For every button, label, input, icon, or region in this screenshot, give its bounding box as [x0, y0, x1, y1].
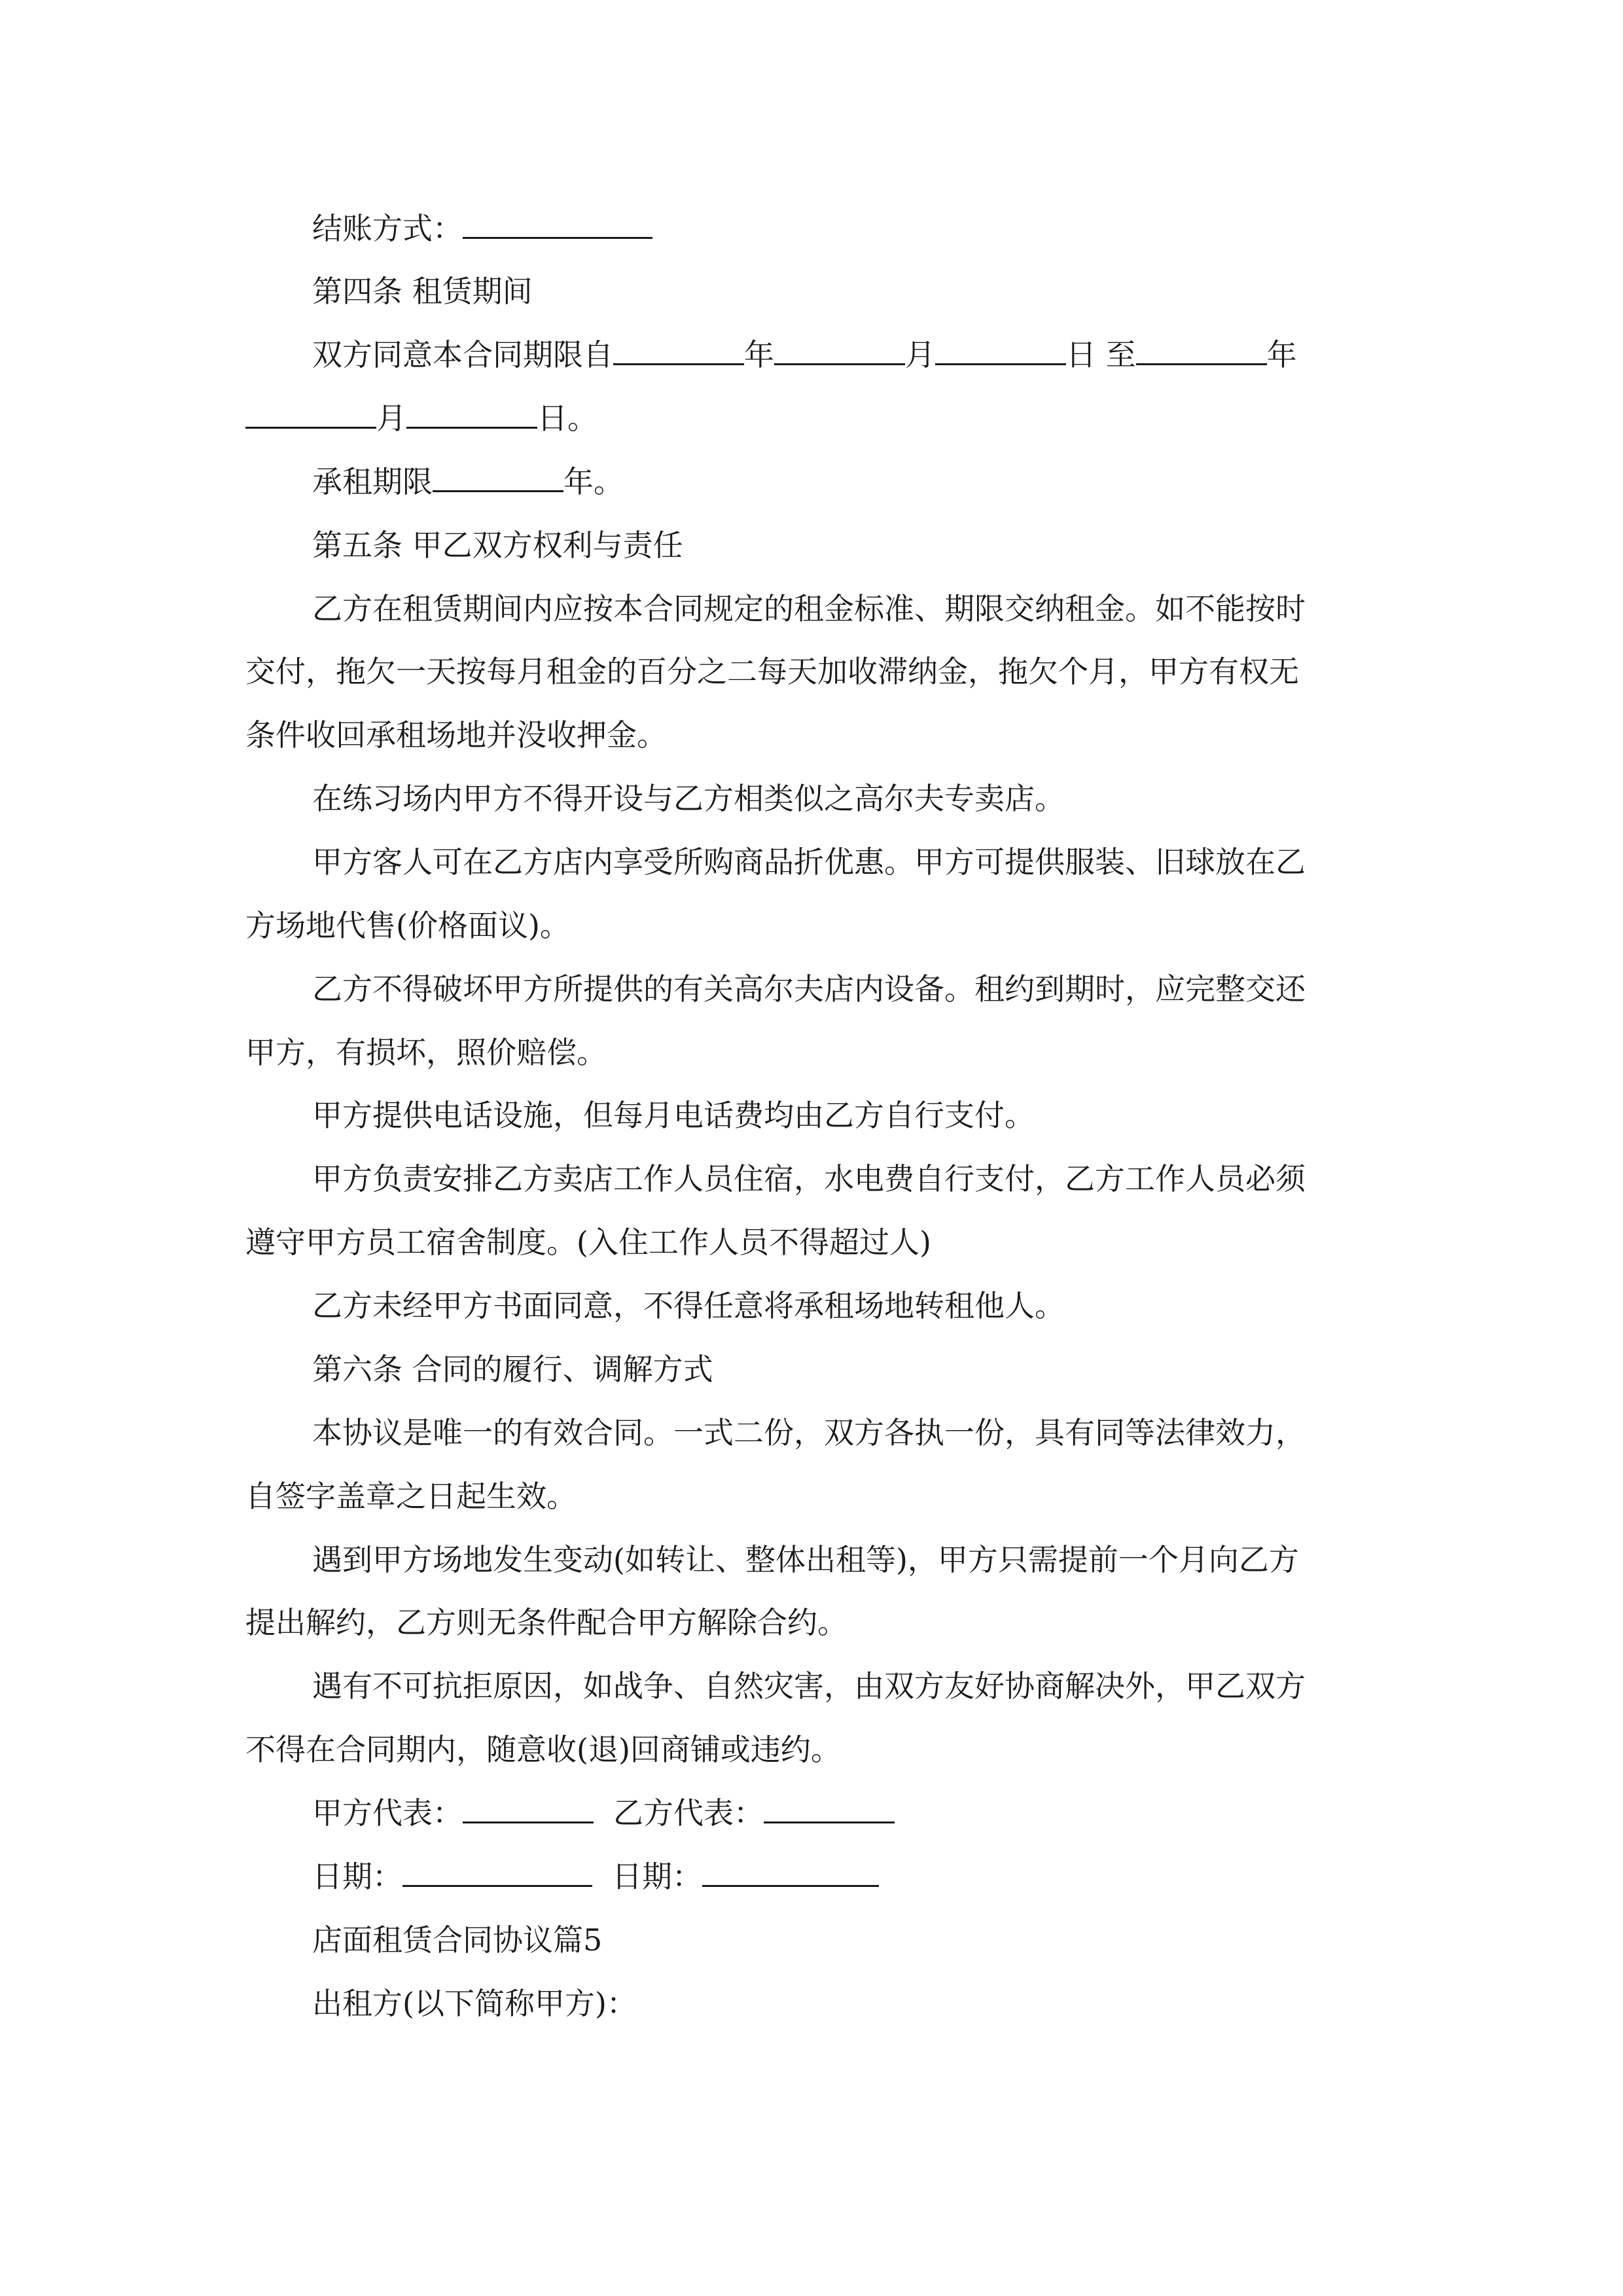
lease-period-line: [312, 337, 1297, 373]
paragraph-line: 本协议是唯一的有效合同。一式二份，双方各执一份，具有同等法律效力，: [312, 1415, 1306, 1450]
settlement-method-blank: [463, 211, 652, 239]
section-title: 店面租赁合同协议篇5: [312, 1922, 603, 1958]
paragraph-line: 甲方提供电话设施，但每月电话费均由乙方自行支付。: [312, 1098, 1035, 1133]
date-a-blank: [402, 1859, 592, 1887]
lessor-line: 出租方(以下简称甲方)：: [312, 1986, 637, 2021]
dates-line: [312, 1859, 879, 1895]
party-b-rep-blank: [764, 1795, 895, 1823]
paragraph-line: 甲方负责安排乙方卖店工作人员住宿，水电费自行支付，乙方工作人员必须: [312, 1161, 1306, 1196]
lease-period-text: 双方同意本合同期限自: [312, 337, 613, 372]
end-year-label: 年: [1266, 337, 1297, 372]
lease-period-line-2: [245, 401, 597, 437]
paragraph-line: 方场地代售(价格面议)。: [245, 908, 570, 943]
paragraph-line: 甲方客人可在乙方店内享受所购商品折优惠。甲方可提供服装、旧球放在乙: [312, 844, 1306, 880]
paragraph-line: 不得在合同期内，随意收(退)回商铺或违约。: [245, 1732, 841, 1767]
start-year-blank: [613, 337, 744, 365]
end-month-blank: [245, 401, 376, 429]
paragraph-line: 遇有不可抗拒原因，如战争、自然灾害，由双方友好协商解决外，甲乙双方: [312, 1668, 1306, 1704]
end-year-blank: [1136, 337, 1267, 365]
month-label: 月: [905, 337, 935, 372]
paragraph-line: 自签字盖章之日起生效。: [245, 1479, 577, 1514]
end-day-blank: [406, 401, 537, 429]
paragraph-line: 遵守甲方员工宿舍制度。(入住工作人员不得超过人): [245, 1225, 931, 1260]
party-b-rep-label: 乙方代表：: [613, 1795, 764, 1831]
year-label: 年: [744, 337, 774, 372]
article-4-heading: 第四条 租赁期间: [312, 274, 533, 309]
party-a-rep-label: 甲方代表：: [312, 1795, 463, 1831]
date-b-blank: [702, 1859, 879, 1887]
paragraph-line: 遇到甲方场地发生变动(如转让、整体出租等)，甲方只需提前一个月向乙方: [312, 1542, 1299, 1577]
paragraph-line: 提出解约，乙方则无条件配合甲方解除合约。: [245, 1605, 847, 1640]
representatives-line: [312, 1795, 895, 1831]
settlement-method-line: [312, 211, 652, 247]
article-5-heading: 第五条 甲乙双方权利与责任: [312, 528, 683, 563]
paragraph-line: 乙方在租赁期间内应按本合同规定的租金标准、期限交纳租金。如不能按时: [312, 591, 1306, 626]
end-month-label: 月: [376, 401, 406, 436]
date-b-label: 日期：: [612, 1859, 702, 1894]
lease-term-year: 年。: [563, 464, 624, 499]
paragraph-line: 条件收回承租场地并没收押金。: [245, 717, 667, 753]
end-day-label: 日。: [537, 401, 597, 436]
paragraph-line: 甲方，有损坏，照价赔偿。: [245, 1035, 607, 1070]
article-6-heading: 第六条 合同的履行、调解方式: [312, 1352, 713, 1387]
start-month-blank: [774, 337, 905, 365]
paragraph-line: 乙方未经甲方书面同意，不得任意将承租场地转租他人。: [312, 1288, 1065, 1323]
settlement-method-label: 结账方式：: [312, 211, 463, 246]
party-a-rep-blank: [463, 1795, 594, 1823]
date-a-label: 日期：: [312, 1859, 402, 1894]
lease-term-label: 承租期限: [312, 464, 433, 499]
day-to-label: 日 至: [1066, 337, 1136, 372]
paragraph-line: 乙方不得破坏甲方所提供的有关高尔夫店内设备。租约到期时，应完整交还: [312, 971, 1306, 1007]
lease-term-blank: [433, 464, 563, 492]
paragraph-line: 交付，拖欠一天按每月租金的百分之二每天加收滞纳金，拖欠个月，甲方有权无: [245, 654, 1299, 689]
lease-term-line: [312, 464, 624, 500]
start-day-blank: [935, 337, 1066, 365]
paragraph-line: 在练习场内甲方不得开设与乙方相类似之高尔夫专卖店。: [312, 781, 1065, 816]
